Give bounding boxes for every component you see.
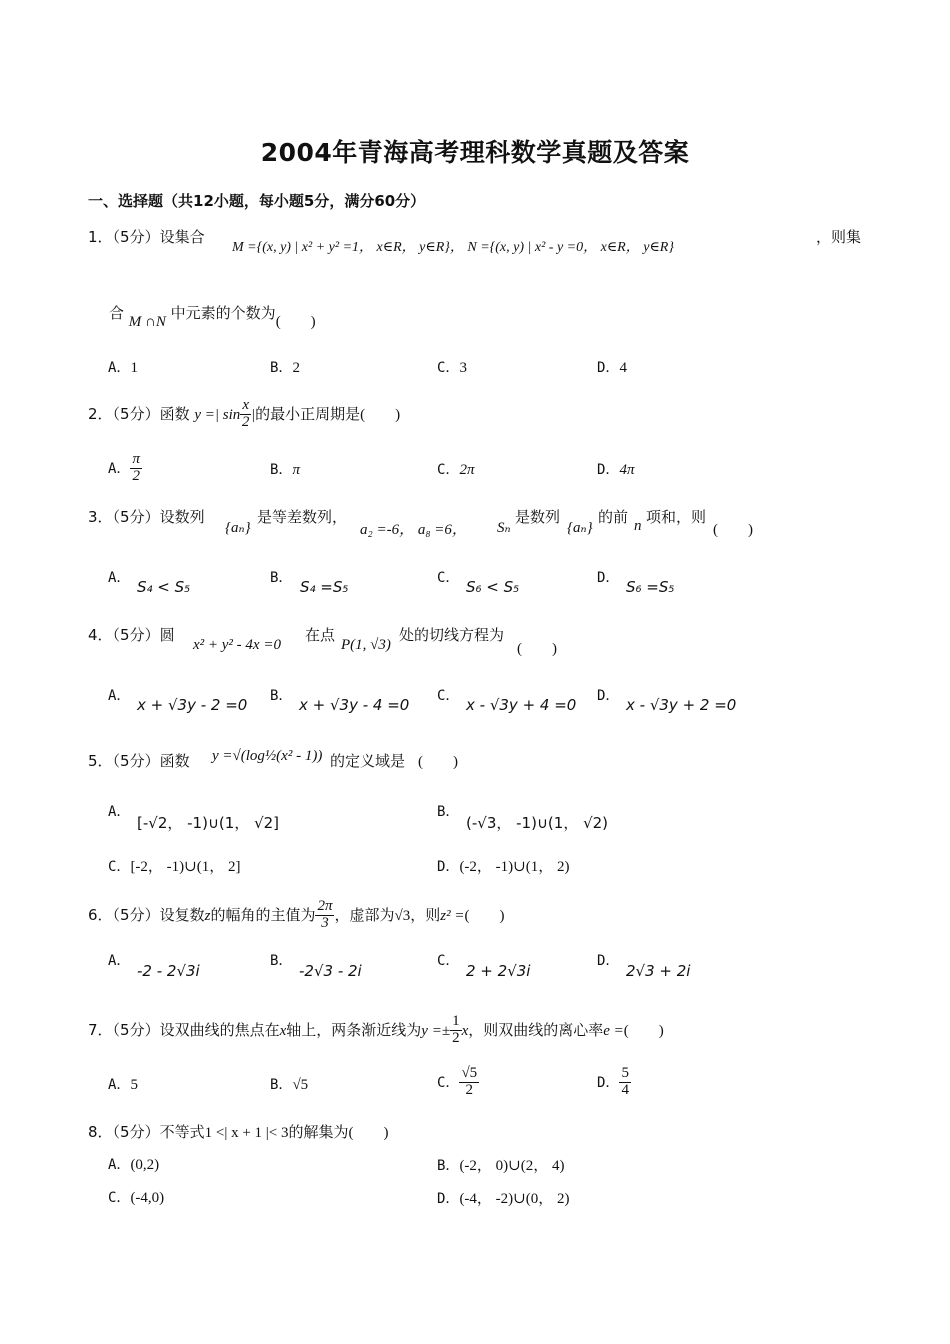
question-math: M ∩N (128, 314, 166, 330)
fraction: $\frac{\pi}{2}$ (132, 451, 140, 484)
option-d: D． (597, 688, 620, 704)
option-b-value: (-√3， -1)∪(1， √2) (466, 814, 609, 832)
option-b: B． (270, 570, 293, 586)
option-a: A． (108, 953, 131, 969)
question-text: 合 (109, 304, 125, 322)
option-c: C．(-4,0) (108, 1190, 165, 1206)
answer-paren: ( ) (517, 641, 557, 657)
option-b-value: -2√3 - 2i (299, 962, 362, 980)
option-c-value: x - √3y + 4 =0 (466, 696, 577, 714)
page-title: 2004年青海高考理科数学真题及答案 (260, 138, 690, 167)
option-c: C． (437, 688, 460, 704)
question-3-math: Sₙ (497, 520, 511, 536)
option-a-value: [-√2， -1)∪(1， √2] (137, 814, 280, 832)
option-a: A． (108, 688, 131, 704)
option-d: D． $\frac{5}{4}$ (597, 1065, 629, 1098)
question-1-tail: ，则集 (816, 228, 862, 246)
option-c: C． $\frac{√5}{2}$ (437, 1065, 478, 1098)
option-b-value: x + √3y - 4 =0 (299, 696, 410, 714)
option-b-value: S₄ =S₅ (300, 578, 349, 596)
question-3-text: 的前 (598, 508, 629, 526)
question-math: y =| sin (194, 406, 241, 423)
fraction: $\frac{x}{2}$ (241, 397, 250, 430)
answer-paren: ( ) (360, 406, 401, 423)
question-5-text: 的定义域是 (330, 752, 406, 770)
option-d: D．4π (597, 462, 635, 478)
option-d: D．4 (597, 360, 627, 376)
question-4-math: x² + y² - 4x =0 (193, 637, 281, 653)
option-d-value: 2√3 + 2i (626, 962, 691, 980)
question-2 (88, 398, 400, 431)
option-a: A．1 (108, 360, 138, 376)
question-score: （5分） (112, 404, 160, 423)
option-c: C．3 (437, 360, 467, 376)
option-a: A． (108, 804, 131, 820)
question-8: 8．（5分）不等式1 <| x + 1 |< 3的解集为( ) (88, 1123, 389, 1141)
question-3-math: n (634, 518, 642, 534)
section-heading: 一、选择题（共12小题，每小题5分，满分60分） (88, 192, 426, 210)
fraction: $\frac{5}{4}$ (621, 1065, 629, 1098)
option-a-value: -2 - 2√3i (137, 962, 200, 980)
fraction: $\frac{1}{2}$ (452, 1013, 460, 1046)
option-d: D． (597, 953, 620, 969)
option-a: A．5 (108, 1077, 138, 1093)
option-b: B．2 (270, 360, 300, 376)
option-d-value: S₆ =S₅ (626, 578, 675, 596)
option-b: B．π (270, 462, 300, 478)
option-a: A． (108, 570, 131, 586)
question-5-math: y =√(log½(x² - 1)) (212, 748, 323, 764)
answer-paren: ( ) (418, 754, 458, 770)
option-b: B． (437, 804, 460, 820)
option-c-value: 2 + 2√3i (466, 962, 531, 980)
fraction: $\frac{√5}{2}$ (461, 1065, 478, 1098)
option-d: D．(-2， -1)∪(1， 2) (437, 859, 570, 875)
question-number: 1． (88, 228, 113, 246)
option-b: B． (270, 688, 293, 704)
answer-paren: ( ) (713, 522, 753, 538)
question-text: 的最小正周期是 (255, 404, 361, 423)
question-4: 4．（5分）圆 (88, 626, 175, 644)
option-d: D． (597, 570, 620, 586)
question-3-text: 是等差数列， (257, 508, 348, 526)
option-b: B．(-2， 0)∪(2， 4) (437, 1158, 565, 1174)
question-3-math: a₂ =-6， a₈ =6， (360, 522, 467, 538)
option-a-value: S₄ < S₅ (137, 578, 191, 596)
option-d: D．(-4， -2)∪(0， 2) (437, 1191, 570, 1207)
option-a-value: x + √3y - 2 =0 (137, 696, 248, 714)
question-6: 6．（5分）设复数z的幅角的主值为 $\frac{2\pi}{3}$ ，虚部为√3，则z² =( ) (88, 898, 505, 931)
question-1-line2 (109, 302, 316, 330)
question-7: 7．（5分）设双曲线的焦点在x轴上，两条渐近线为y =± $\frac{1}{2}$ x，则双曲线的离心率e =( ) (88, 1013, 664, 1046)
question-score: （5分） (112, 228, 160, 246)
question-3-math: {aₙ} (567, 520, 593, 536)
option-c: C． (437, 570, 460, 586)
answer-paren: ( ) (275, 314, 316, 330)
option-d-value: x - √3y + 2 =0 (626, 696, 737, 714)
option-b: B． (270, 953, 293, 969)
option-a: A．(0,2) (108, 1157, 160, 1173)
option-c: C．[-2， -1)∪(1， 2] (108, 859, 241, 875)
question-4-math: P(1, √3) (341, 637, 391, 653)
option-b: B．√5 (270, 1077, 309, 1093)
fraction: $\frac{2\pi}{3}$ (317, 898, 333, 931)
question-3-text: 是数列 (515, 508, 561, 526)
question-3-math: {aₙ} (225, 520, 251, 536)
question-5: 5．（5分）函数 (88, 752, 190, 770)
question-text: 函数 (159, 404, 190, 423)
question-text: 设集合 (159, 228, 205, 246)
question-text: 中元素的个数为 (170, 304, 276, 322)
question-math: | (250, 406, 256, 423)
option-c: C． (437, 953, 460, 969)
question-1-math: M ={(x, y) | x² + y² =1， x∈R， y∈R}， N ={(x, y) | x² - y =0， x∈R， y∈R} (232, 240, 674, 255)
option-c: C．2π (437, 462, 475, 478)
question-3: 3．（5分）设数列 (88, 508, 205, 526)
question-3-text: 项和，则 (646, 508, 707, 526)
question-4-text: 处的切线方程为 (399, 626, 505, 644)
option-a: A． $\frac{\pi}{2}$ (108, 451, 140, 484)
question-number: 2． (88, 404, 113, 423)
question-4-text: 在点 (305, 626, 336, 644)
question-1 (88, 226, 205, 247)
option-c-value: S₆ < S₅ (466, 578, 520, 596)
